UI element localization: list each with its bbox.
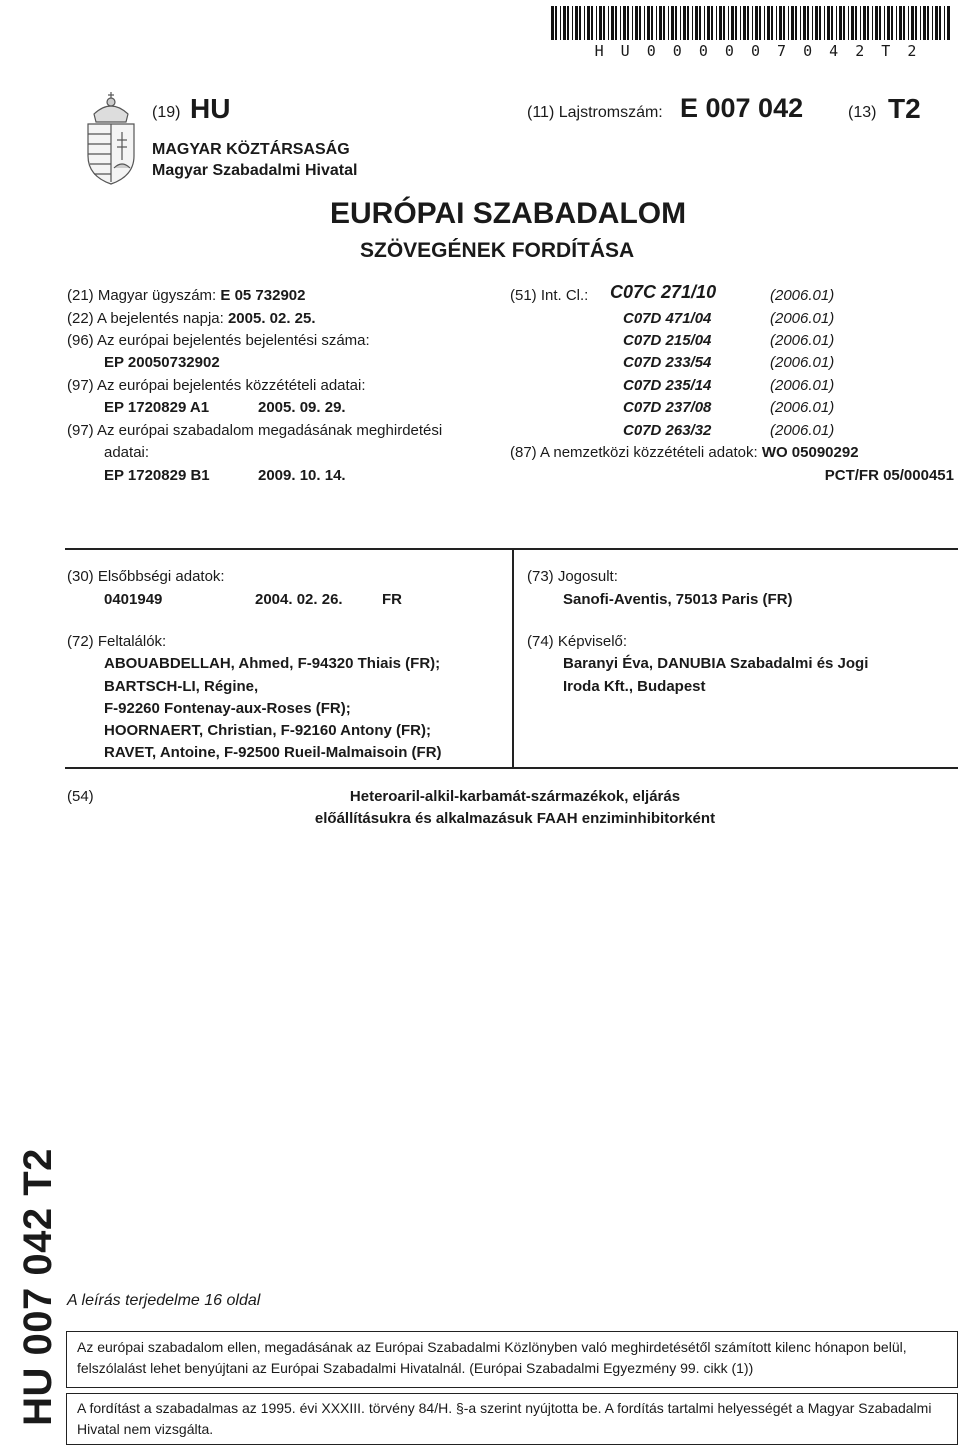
section-divider-bottom: [65, 767, 958, 769]
registration-number: E 007 042: [680, 93, 804, 123]
translation-notice: [66, 1393, 958, 1445]
ipc-code: C07D 237/08: [623, 399, 712, 416]
org-office: Magyar Szabadalmi Hivatal: [152, 162, 358, 179]
org-name: MAGYAR KÖZTÁRSASÁG: [152, 141, 350, 158]
ep-publication-label: (97) Az európai bejelentés közzétételi adatai:: [67, 377, 366, 394]
code-11-label: (11) Lajstromszám:: [527, 104, 663, 121]
priority-number: 0401949: [104, 591, 163, 608]
ep-application-label: (96) Az európai bejelentés bejelentési száma:: [67, 332, 370, 349]
filing-date: 2005. 02. 25.: [227, 310, 316, 327]
application-number: E 05 732902: [220, 287, 306, 304]
doc-subtitle: SZÖVEGÉNEK FORDÍTÁSA: [360, 239, 635, 262]
intl-publication-number: WO 05090292: [761, 444, 859, 461]
invention-title-line-2: előállításukra és alkalmazásuk FAAH enziminhibitorként: [314, 810, 716, 827]
representative-line: Baranyi Éva, DANUBIA Szabadalmi és Jogi: [563, 655, 869, 672]
inventor-line: RAVET, Antoine, F-92500 Rueil-Malmaisoin (FR): [104, 744, 442, 761]
application-number-row: [67, 285, 305, 306]
barcode-text: H U 0 0 0 0 0 7 0 4 2 T 2: [594, 42, 921, 60]
ipc-version: (2006.01): [770, 287, 835, 304]
application-number-label: (21) Magyar ügyszám:: [67, 287, 221, 304]
doc-title: EURÓPAI SZABADALOM: [330, 197, 687, 230]
inventors-label: (72) Feltalálók:: [67, 633, 167, 650]
ipc-code: C07D 471/04: [623, 310, 712, 327]
priority-country: FR: [382, 591, 402, 608]
side-document-number: HU 007 042 T2: [16, 1148, 60, 1426]
pct-number: PCT/FR 05/000451: [824, 467, 954, 484]
priority-label: (30) Elsőbbségi adatok:: [67, 568, 225, 585]
proprietor-value: Sanofi-Aventis, 75013 Paris (FR): [563, 591, 793, 608]
intl-publication-row: [510, 442, 859, 463]
ipc-code: C07D 263/32: [623, 422, 712, 439]
ipc-code: C07D 235/14: [623, 377, 712, 394]
column-divider: [512, 548, 514, 768]
barcode: [551, 6, 955, 44]
opposition-notice-text: Az európai szabadalom ellen, megadásának az Európai Szabadalmi Közlönyben való meghirdetésétől számított kilenc hónapon belül, felszólalást lehet benyújtani az Európai Szabadalmi Hivatalnál. (Európai Szabadalmi Egyezmény 99. cikk (1)): [77, 1339, 907, 1376]
inventor-line: ABOUABDELLAH, Ahmed, F-94320 Thiais (FR);: [104, 655, 441, 672]
ep-grant-number: EP 1720829 B1: [104, 467, 210, 484]
ipc-version: (2006.01): [770, 422, 835, 439]
ep-application-number: EP 20050732902: [104, 354, 220, 371]
ipc-code-main: C07C 271/10: [610, 282, 717, 302]
title-code: (54): [67, 788, 94, 805]
code-19: (19): [152, 104, 181, 121]
inventor-line: F-92260 Fontenay-aux-Roses (FR);: [104, 700, 351, 717]
ipc-version: (2006.01): [770, 399, 835, 416]
proprietor-label: (73) Jogosult:: [527, 568, 618, 585]
code-13: (13): [848, 104, 877, 121]
ipc-code: C07D 215/04: [623, 332, 712, 349]
inventor-line: BARTSCH-LI, Régine,: [104, 678, 259, 695]
filing-date-label: (22) A bejelentés napja:: [67, 310, 228, 327]
barcode-graphic: [551, 6, 955, 44]
ipc-code: C07D 233/54: [623, 354, 712, 371]
ep-grant-date: 2009. 10. 14.: [258, 467, 346, 484]
representative-label: (74) Képviselő:: [527, 633, 628, 650]
invention-title-line-1: Heteroaril-alkil-karbamát-származékok, eljárás: [349, 788, 681, 805]
opposition-notice: [66, 1331, 958, 1388]
translation-notice-text: A fordítást a szabadalmas az 1995. évi XXXIII. törvény 84/H. §-a szerint nyújtotta be. A fordítás tartalmi helyességét a Magyar Szabadalmi Hivatal nem vizsgálta.: [77, 1400, 932, 1437]
filing-date-row: [67, 308, 316, 329]
int-cl-label: (51) Int. Cl.:: [510, 287, 589, 304]
priority-date: 2004. 02. 26.: [255, 591, 343, 608]
intl-publication-label: (87) A nemzetközi közzétételi adatok:: [510, 444, 762, 461]
page-count: A leírás terjedelme 16 oldal: [67, 1292, 261, 1309]
ep-publication-date: 2005. 09. 29.: [258, 399, 346, 416]
kind-code: T2: [888, 93, 921, 124]
ep-grant-label-2: adatai:: [104, 444, 150, 461]
coat-of-arms-icon: [80, 90, 142, 186]
ipc-version: (2006.01): [770, 377, 835, 394]
inventor-line: HOORNAERT, Christian, F-92160 Antony (FR);: [104, 722, 431, 739]
ipc-version: (2006.01): [770, 354, 835, 371]
ep-publication-number: EP 1720829 A1: [104, 399, 210, 416]
ipc-version: (2006.01): [770, 332, 835, 349]
country-code: HU: [190, 93, 231, 124]
ipc-version: (2006.01): [770, 310, 835, 327]
representative-line: Iroda Kft., Budapest: [563, 678, 706, 695]
ep-grant-label-1: (97) Az európai szabadalom megadásának meghirdetési: [67, 422, 443, 439]
